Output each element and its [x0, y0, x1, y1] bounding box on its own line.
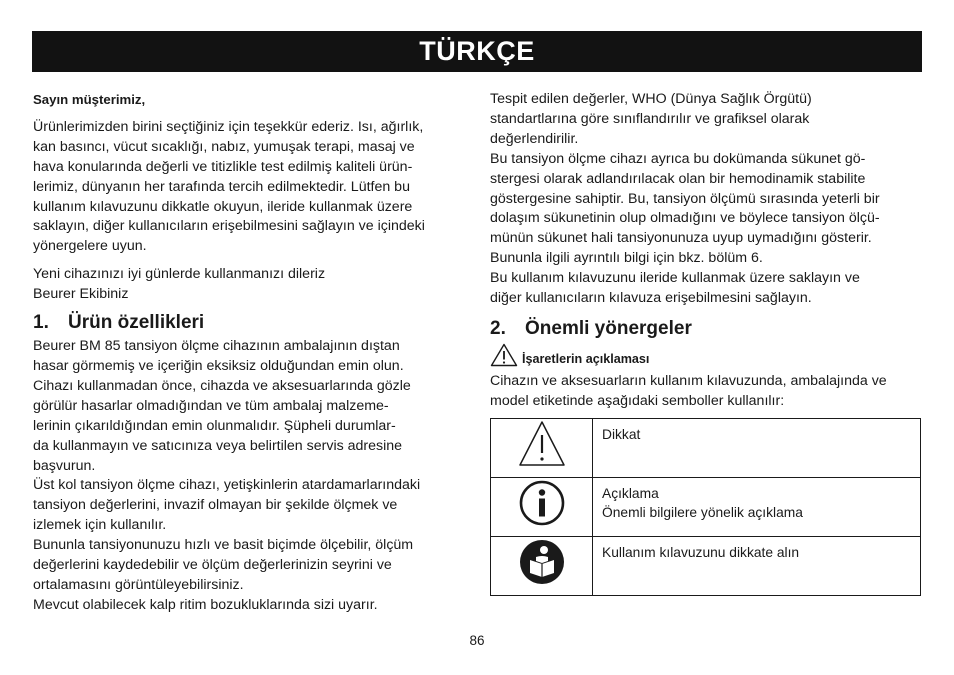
symbol-detail: Önemli bilgilere yönelik açıklama [602, 505, 803, 521]
text-line: Bununla tansiyonunuzu hızlı ve basit biçimde ölçebilir, ölçüm [33, 537, 414, 554]
symbols-table [490, 418, 921, 596]
right-intro [490, 90, 922, 309]
symbols-subheading [490, 341, 922, 367]
page-number: 86 [469, 633, 485, 648]
text-line: Cihazı kullanmadan önce, cihazda ve aksesuarlarında gözle [33, 377, 411, 394]
text-line: hasar görmemiş ve içeriğin eksiksiz olduğundan emin olun. [33, 357, 404, 374]
symbol-cell [491, 418, 593, 477]
warning-triangle-icon [490, 343, 518, 367]
section-title: Önemli yönergeler [525, 317, 692, 339]
text-line: göstergesine sahiptir. Bu, tansiyon ölçümü sırasında yeterli bir [490, 190, 880, 207]
text-line: kullanım kılavuzunu dikkatle okuyun, ileride kullanmak üzere [33, 198, 413, 215]
text-line: Cihazın ve aksesuarların kullanım kılavuzunda, ambalajında ve [490, 372, 887, 389]
warning-triangle-icon [517, 419, 567, 469]
text-line: dolaşım sükunetinin olup olmadığını ve böylece tansiyon ölçü- [490, 210, 880, 227]
text-line: stergesi olarak adlandırılacak olan bir hemodinamik stabilite [490, 170, 866, 187]
text-line: Bu tansiyon ölçme cihazı ayrıca bu dokümanda sükunet gö- [490, 150, 866, 167]
intro-paragraph [33, 118, 458, 257]
symbol-label: Açıklama [602, 485, 659, 501]
text-line: Beurer BM 85 tansiyon ölçme cihazının ambalajının dıştan [33, 338, 400, 355]
text-line: Bununla ilgili ayrıntılı bilgi için bkz. bölüm 6. [490, 250, 763, 267]
text-line: hava konularında değerli ve titizlikle test edilmiş kaliteli ürün- [33, 158, 413, 175]
text-line: izlemek için kullanılır. [33, 517, 167, 534]
symbol-description [593, 536, 921, 595]
text-line: Ürünlerimizden birini seçtiğiniz için teşekkür ederiz. Isı, ağırlık, [33, 118, 424, 135]
text-line: diğer kullanıcıların kılavuza erişebilmesini sağlayın. [490, 290, 812, 307]
text-line: değerlerini kaydedebilir ve ölçüm değerlerinizin seyrini ve [33, 557, 392, 574]
text-line: kan basıncı, vücut sıcaklığı, nabız, yumuşak terapi, masaj ve [33, 138, 415, 155]
wish-line: Yeni cihazınızı iyi günlerde kullanmanızı dileriz [33, 266, 326, 283]
text-line: tansiyon değerlerini, invazif olmayan bir şekilde ölçmek ve [33, 497, 398, 514]
text-line: standartlarına göre sınıflandırılır ve grafiksel olarak [490, 110, 810, 127]
table-row [491, 536, 921, 595]
subheading-text: İşaretlerin açıklaması [522, 351, 650, 366]
signature: Beurer Ekibiniz [33, 286, 129, 303]
section-1-body [33, 337, 458, 616]
text-line: görülür hasarlar olmadığından ve tüm ambalaj malzeme- [33, 397, 389, 414]
text-line: model etiketinde aşağıdaki semboller kullanılır: [490, 392, 785, 409]
text-line: yönergelere uyun. [33, 238, 147, 255]
read-manual-icon [519, 539, 565, 585]
page-title: TÜRKÇE [419, 36, 535, 66]
text-line: münün sükunet hali tansiyonunuza uyup uymadığını gösterir. [490, 230, 872, 247]
table-row [491, 418, 921, 477]
symbol-cell [491, 477, 593, 536]
section-number: 1. [33, 312, 49, 334]
text-line: Tespit edilen değerler, WHO (Dünya Sağlık Örgütü) [490, 91, 812, 107]
info-icon [518, 479, 566, 527]
text-line: ortalamasını görüntüleyebilirsiniz. [33, 576, 244, 593]
section-heading-2 [490, 317, 922, 341]
text-line: Mevcut olabilecek kalp ritim bozukluklarında sizi uyarır. [33, 596, 378, 613]
text-line: lerinin çıkarıldığından emin olunmalıdır. Şüpheli durumlar- [33, 417, 396, 434]
text-line: değerlendirilir. [490, 130, 579, 147]
language-banner [32, 31, 922, 72]
table-row [491, 477, 921, 536]
symbol-description [593, 477, 921, 536]
section-heading-1 [33, 311, 458, 335]
symbol-label: Dikkat [602, 426, 641, 442]
right-column [490, 90, 922, 596]
symbol-cell [491, 536, 593, 595]
symbol-label: Kullanım kılavuzunu dikkate alın [602, 544, 800, 560]
left-column [33, 90, 458, 616]
section-number: 2. [490, 317, 506, 339]
symbol-description [593, 418, 921, 477]
text-line: başvurun. [33, 457, 96, 474]
section-title: Ürün özellikleri [68, 312, 205, 334]
text-line: Bu kullanım kılavuzunu ileride kullanmak üzere saklayın ve [490, 270, 860, 287]
text-line: lerimiz, dünyanın her tarafında tercih edilmektedir. Lütfen bu [33, 178, 410, 195]
greeting: Sayın müşterimiz, [33, 92, 146, 107]
text-line: saklayın, diğer kullanıcıların erişebilmesini sağlayın ve içindeki [33, 218, 425, 235]
text-line: da kullanmayın ve satıcınıza veya belirtilen servis adresine [33, 437, 403, 454]
text-line: Üst kol tansiyon ölçme cihazı, yetişkinlerin atardamarlarındaki [33, 477, 421, 494]
